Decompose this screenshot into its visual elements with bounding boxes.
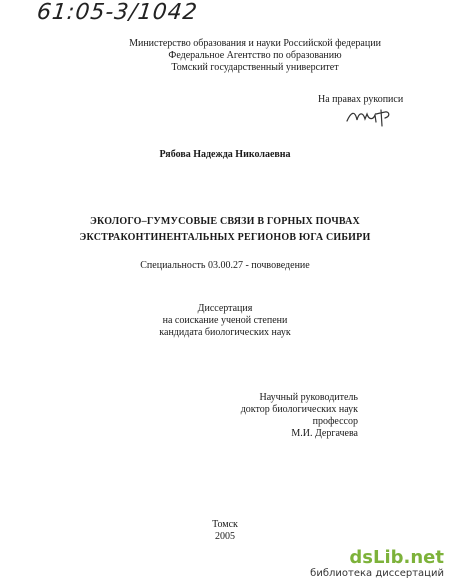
author-name: Рябова Надежда Николаевна [159, 149, 291, 160]
degree-purpose-line: на соискание ученой степени [162, 315, 288, 326]
year: 2005 [215, 531, 235, 542]
watermark-logo: dsLib.net [349, 547, 444, 568]
specialty-line: Специальность 03.00.27 - почвоведение [140, 260, 310, 271]
degree-name-line: кандидата биологических наук [159, 327, 291, 338]
manuscript-label: На правах рукописи [318, 94, 404, 105]
agency-line: Федеральное Агентство по образованию [168, 50, 342, 61]
advisor-degree: доктор биологических наук [240, 404, 358, 415]
signature-mark [345, 106, 393, 128]
advisor-name: М.И. Дергачева [291, 428, 358, 439]
dissertation-label: Диссертация [197, 303, 253, 314]
thesis-title-line1: ЭКОЛОГО–ГУМУСОВЫЕ СВЯЗИ В ГОРНЫХ ПОЧВАХ [90, 216, 360, 227]
handwritten-archive-number: 61:05-3/1042 [35, 0, 200, 25]
city: Томск [212, 519, 238, 530]
advisor-title: профессор [312, 416, 358, 427]
thesis-title-line2: ЭКСТРАКОНТИНЕНТАЛЬНЫХ РЕГИОНОВ ЮГА СИБИРИ [79, 232, 371, 243]
ministry-line: Министерство образования и науки Российской федерации [129, 38, 381, 49]
advisor-role: Научный руководитель [259, 392, 358, 403]
university-line: Томский государственный университет [171, 62, 339, 73]
watermark [310, 548, 444, 580]
watermark-subtitle: библиотека диссертаций [310, 568, 444, 579]
